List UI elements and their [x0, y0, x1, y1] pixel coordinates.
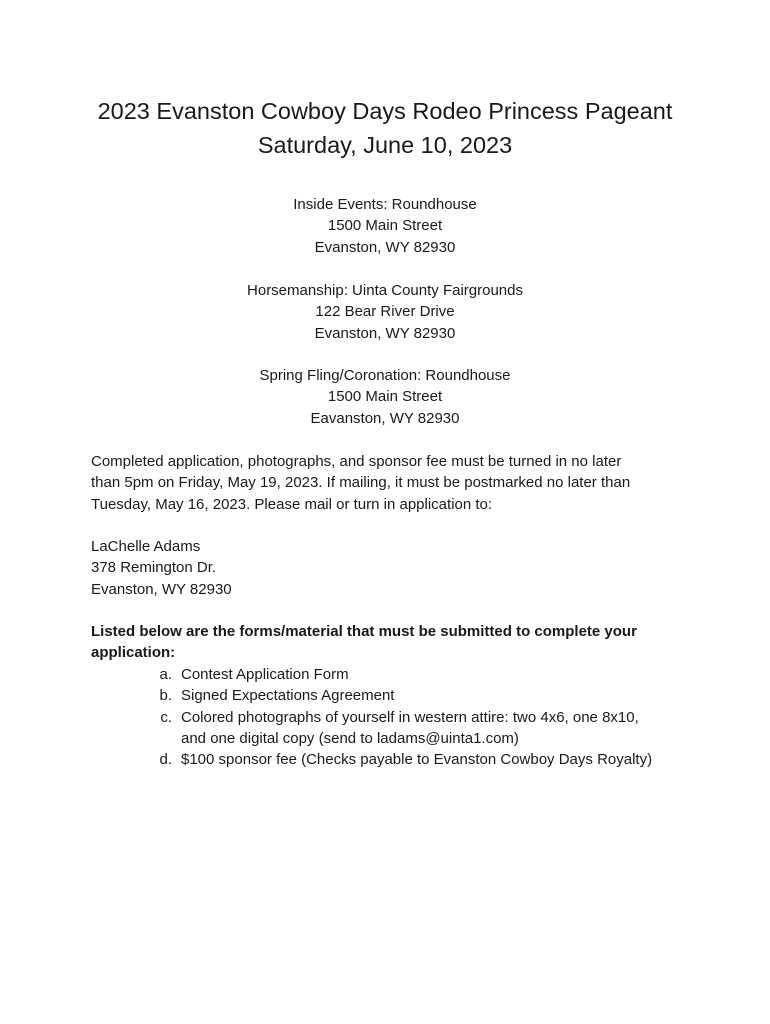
- venue-label: Inside Events: Roundhouse: [293, 196, 477, 213]
- instructions-paragraph: [91, 451, 691, 515]
- venue-city: Evanston, WY 82930: [314, 238, 456, 256]
- list-item-text: Signed Expectations Agreement: [181, 687, 395, 705]
- requirements-list: [0, 664, 770, 770]
- venue-inside-events: [0, 194, 770, 258]
- venue-city: Eavanston, WY 82930: [310, 409, 460, 427]
- instructions-line: Tuesday, May 16, 2023. Please mail or turn in application to:: [91, 495, 493, 513]
- instructions-line: Completed application, photographs, and sponsor fee must be turned in no later: [91, 453, 622, 470]
- venue-city: Evanston, WY 82930: [314, 324, 456, 342]
- venue-street: 1500 Main Street: [327, 388, 443, 406]
- list-marker: a.: [159, 666, 172, 683]
- list-marker: b.: [159, 687, 172, 705]
- list-item: [0, 707, 770, 750]
- recipient-name: LaChelle Adams: [91, 538, 201, 555]
- event-date: Saturday, June 10, 2023: [257, 132, 513, 158]
- list-item-text: $100 sponsor fee (Checks payable to Evanston Cowboy Days Royalty): [181, 751, 653, 769]
- venue-coronation: [0, 365, 770, 429]
- recipient-street: 378 Remington Dr.: [91, 559, 217, 577]
- venue-label: Horsemanship: Uinta County Fairgrounds: [247, 282, 523, 299]
- requirements-heading: [91, 621, 691, 664]
- venue-street: 122 Bear River Drive: [315, 303, 455, 321]
- instructions-line: than 5pm on Friday, May 19, 2023. If mailing, it must be postmarked no later than: [91, 474, 631, 492]
- list-item-text: [181, 707, 639, 750]
- list-item: [0, 685, 770, 706]
- recipient-city: Evanston, WY 82930: [91, 580, 232, 598]
- list-item-line: Colored photographs of yourself in western attire: two 4x6, one 8x10,: [181, 708, 639, 726]
- venue-street: 1500 Main Street: [327, 217, 443, 235]
- document-title: 2023 Evanston Cowboy Days Rodeo Princess Pageant: [97, 98, 673, 124]
- requirements-heading-line: Listed below are the forms/material that must be submitted to complete your: [91, 623, 637, 640]
- list-item: [0, 664, 770, 685]
- venue-label: Spring Fling/Coronation: Roundhouse: [259, 367, 511, 384]
- list-item: [0, 749, 770, 770]
- list-item-line: and one digital copy (send to ladams@uinta1.com): [181, 729, 519, 747]
- mailing-address: [91, 536, 691, 600]
- list-marker: c.: [160, 708, 172, 726]
- venue-horsemanship: [0, 280, 770, 344]
- list-marker: d.: [159, 751, 172, 769]
- list-item-text: Contest Application Form: [181, 666, 349, 683]
- requirements-heading-line: application:: [91, 644, 176, 662]
